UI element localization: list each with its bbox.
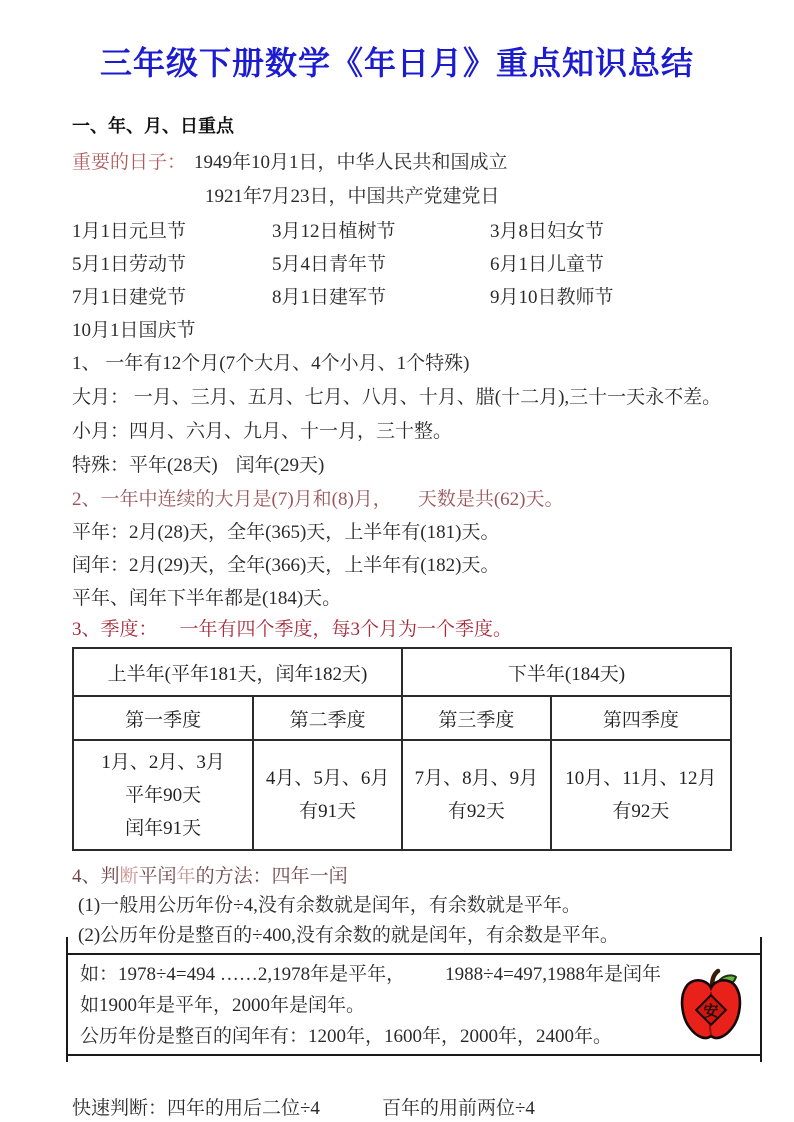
holiday-item: 10月1日国庆节 — [72, 320, 196, 341]
special-leap-year: 闰年(29天) — [235, 455, 325, 476]
special-month-line — [72, 449, 738, 483]
holiday-item: 7月1日建党节 — [72, 287, 187, 308]
important-dates-label: 重要的日子： — [72, 152, 187, 173]
quick-judge-hundred-year: 百年的用前两位÷4 — [381, 1098, 535, 1119]
quarter-3-header: 第三季度 — [402, 696, 551, 740]
point-2-block — [72, 483, 738, 615]
point-4-seg: 平闰 — [138, 866, 177, 887]
quarter-4-days: 有92天 — [612, 801, 670, 822]
quarter-1-cell — [73, 740, 253, 850]
big-months-line: 大月： 一月、三月、五月、七月、八月、十月、腊(十二月),三十一天永不差。 — [72, 387, 722, 408]
important-dates-line-2 — [72, 180, 738, 214]
second-half-line: 平年、闰年下半年都是(184)天。 — [72, 588, 342, 609]
leap-rule-2: (2)公历年份是整百的÷400,没有余数的就是闰年，有余数是平年。 — [78, 925, 619, 946]
point-3-label: 3、季度： — [72, 619, 158, 640]
point-4-block — [72, 863, 738, 951]
quarter-1-leap-days: 闰年91天 — [125, 817, 202, 839]
quarter-4-header: 第四季度 — [551, 696, 731, 740]
box-corner-mark — [760, 1054, 762, 1062]
table-row-months — [73, 740, 731, 850]
page-title: 三年级下册数学《年日月》重点知识总结 — [99, 45, 694, 81]
holiday-item: 9月10日教师节 — [490, 287, 614, 308]
quarter-2-header: 第二季度 — [253, 696, 402, 740]
apple-sticker-icon — [679, 968, 743, 1046]
holiday-item: 1月1日元旦节 — [72, 221, 187, 242]
table-row-halves — [73, 648, 731, 696]
common-year-line: 平年：2月(28)天，全年(365)天，上半年有(181)天。 — [72, 522, 500, 543]
holiday-item: 6月1日儿童节 — [490, 254, 605, 275]
point-2-heading-b: 天数是共(62)天。 — [417, 489, 564, 510]
point-1-block — [72, 347, 738, 483]
example-1978: 如：1978÷4=494 ……2,1978年是平年， — [80, 964, 406, 985]
quarter-1-common-days: 平年90天 — [125, 784, 202, 806]
example-line-3: 公历年份是整百的闰年有：1200年，1600年，2000年，2400年。 — [80, 1026, 613, 1047]
important-date-1949: 1949年10月1日，中华人民共和国成立 — [194, 152, 508, 173]
box-corner-mark — [66, 937, 68, 955]
document-body — [0, 114, 794, 1122]
point-2-heading-a: 2、一年中连续的大月是(7)月和(8)月， — [72, 489, 392, 510]
example-box — [66, 953, 762, 1056]
quarter-2-days: 有91天 — [299, 801, 357, 822]
example-line-2: 如1900年是平年，2000年是闰年。 — [80, 995, 366, 1016]
apple-sticker-char: 安 — [703, 1003, 719, 1020]
season-table — [72, 647, 732, 851]
point-3-heading — [72, 617, 738, 643]
quarter-3-months: 7月、8月、9月 — [414, 768, 539, 789]
quarter-4-cell — [551, 740, 731, 850]
point-2-heading — [72, 483, 738, 516]
holiday-row — [72, 215, 738, 248]
quarter-3-cell — [402, 740, 551, 850]
special-common-year: 特殊：平年(28天) — [72, 455, 218, 476]
first-half-cell: 上半年(平年181天，闰年182天) — [73, 648, 402, 696]
important-date-1921: 1921年7月23日，中国共产党建党日 — [205, 186, 500, 207]
quick-judge-line — [72, 1094, 738, 1122]
quarter-1-months: 1月、2月、3月 — [101, 751, 225, 773]
holiday-item: 5月4日青年节 — [272, 254, 387, 275]
holiday-row — [72, 248, 738, 281]
quarter-4-months: 10月、11月、12月 — [565, 768, 717, 789]
box-corner-mark — [66, 1054, 68, 1062]
section-heading: 一、年、月、日重点 — [72, 116, 234, 136]
important-dates-line-1 — [72, 146, 738, 180]
point-4-seg: 年 — [176, 866, 196, 887]
holiday-row — [72, 281, 738, 314]
quarter-2-cell — [253, 740, 402, 850]
table-row-quarters — [73, 696, 731, 740]
holiday-item: 3月12日植树节 — [272, 221, 396, 242]
point-4-heading — [72, 863, 738, 891]
quarter-3-days: 有92天 — [447, 801, 505, 822]
example-1988: 1988÷4=497,1988年是闰年 — [445, 964, 662, 985]
point-1-heading: 1、 一年有12个月(7个大月、4个小月、1个特殊) — [72, 353, 470, 374]
quick-judge-four-year: 快速判断：四年的用后二位÷4 — [72, 1098, 320, 1119]
holiday-item: 3月8日妇女节 — [490, 221, 605, 242]
holiday-item: 5月1日劳动节 — [72, 254, 187, 275]
holiday-item: 8月1日建军节 — [272, 287, 387, 308]
holidays-list — [72, 215, 738, 347]
quarter-2-months: 4月、5月、6月 — [265, 768, 390, 789]
point-3-text: 一年有四个季度，每3个月为一个季度。 — [179, 619, 513, 640]
example-line-1 — [80, 959, 748, 990]
leap-rule-1: (1)一般用公历年份÷4,没有余数就是闰年，有余数就是平年。 — [78, 895, 581, 916]
quarter-1-header: 第一季度 — [73, 696, 253, 740]
box-corner-mark — [760, 937, 762, 955]
small-months-line: 小月：四月、六月、九月、十一月，三十整。 — [72, 421, 453, 442]
second-half-cell: 下半年(184天) — [402, 648, 731, 696]
point-4-seg: 的方法：四年一闰 — [195, 866, 348, 887]
important-dates-block — [72, 146, 738, 214]
point-4-seg: 4、判 — [72, 866, 120, 887]
point-4-seg: 断 — [119, 866, 139, 887]
holiday-row — [72, 314, 738, 347]
leap-year-line: 闰年：2月(29)天，全年(366)天，上半年有(182)天。 — [72, 555, 500, 576]
